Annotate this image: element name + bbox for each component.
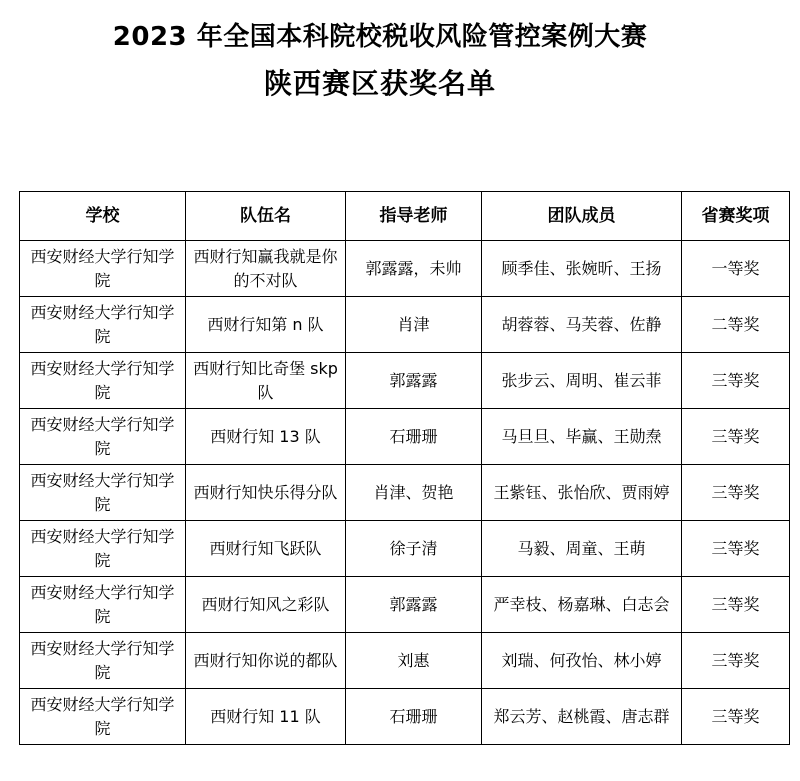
cell-award: 三等奖 bbox=[682, 409, 790, 465]
cell-members: 马毅、周童、王萌 bbox=[482, 521, 682, 577]
cell-team-name: 西财行知你说的都队 bbox=[186, 633, 346, 689]
cell-team-name: 西财行知比奇堡 skp 队 bbox=[186, 353, 346, 409]
page-subtitle: 陕西赛区获奖名单 bbox=[263, 67, 496, 100]
table-row bbox=[20, 577, 790, 633]
cell-members: 严幸枝、杨嘉琳、白志会 bbox=[482, 577, 682, 633]
cell-team-name: 西财行知飞跃队 bbox=[186, 521, 346, 577]
cell-school: 西安财经大学行知学院 bbox=[20, 577, 186, 633]
table-header-row bbox=[20, 192, 790, 241]
cell-advisor: 郭露露 bbox=[346, 577, 482, 633]
cell-award: 三等奖 bbox=[682, 689, 790, 745]
page-title: 2023 年全国本科院校税收风险管控案例大赛 bbox=[112, 22, 648, 52]
cell-award: 三等奖 bbox=[682, 521, 790, 577]
cell-school: 西安财经大学行知学院 bbox=[20, 521, 186, 577]
cell-members: 王紫钰、张怡欣、贾雨婷 bbox=[482, 465, 682, 521]
cell-team-name: 西财行知第 n 队 bbox=[186, 297, 346, 353]
cell-members: 郑云芳、赵桃霞、唐志群 bbox=[482, 689, 682, 745]
cell-advisor: 石珊珊 bbox=[346, 689, 482, 745]
cell-award: 三等奖 bbox=[682, 465, 790, 521]
header-school: 学校 bbox=[20, 192, 186, 241]
cell-school: 西安财经大学行知学院 bbox=[20, 241, 186, 297]
table-row bbox=[20, 465, 790, 521]
cell-advisor: 肖津、贺艳 bbox=[346, 465, 482, 521]
header-award: 省赛奖项 bbox=[682, 192, 790, 241]
cell-team-name: 西财行知快乐得分队 bbox=[186, 465, 346, 521]
cell-team-name: 西财行知风之彩队 bbox=[186, 577, 346, 633]
cell-school: 西安财经大学行知学院 bbox=[20, 353, 186, 409]
cell-advisor: 石珊珊 bbox=[346, 409, 482, 465]
cell-advisor: 郭露露，未帅 bbox=[346, 241, 482, 297]
cell-school: 西安财经大学行知学院 bbox=[20, 409, 186, 465]
header-team-name: 队伍名 bbox=[186, 192, 346, 241]
table-row bbox=[20, 521, 790, 577]
cell-team-name: 西财行知 11 队 bbox=[186, 689, 346, 745]
cell-advisor: 刘惠 bbox=[346, 633, 482, 689]
awards-table bbox=[19, 191, 790, 745]
cell-team-name: 西财行知 13 队 bbox=[186, 409, 346, 465]
cell-award: 二等奖 bbox=[682, 297, 790, 353]
table-row bbox=[20, 297, 790, 353]
table-row bbox=[20, 409, 790, 465]
cell-members: 马旦旦、毕赢、王勋焘 bbox=[482, 409, 682, 465]
cell-members: 顾季佳、张婉昕、王扬 bbox=[482, 241, 682, 297]
cell-school: 西安财经大学行知学院 bbox=[20, 297, 186, 353]
cell-award: 三等奖 bbox=[682, 353, 790, 409]
table-row bbox=[20, 689, 790, 745]
cell-school: 西安财经大学行知学院 bbox=[20, 689, 186, 745]
cell-members: 胡蓉蓉、马芙蓉、佐静 bbox=[482, 297, 682, 353]
header-members: 团队成员 bbox=[482, 192, 682, 241]
cell-members: 刘瑞、何孜怡、林小婷 bbox=[482, 633, 682, 689]
cell-advisor: 徐子清 bbox=[346, 521, 482, 577]
cell-advisor: 肖津 bbox=[346, 297, 482, 353]
cell-school: 西安财经大学行知学院 bbox=[20, 465, 186, 521]
cell-school: 西安财经大学行知学院 bbox=[20, 633, 186, 689]
cell-advisor: 郭露露 bbox=[346, 353, 482, 409]
cell-members: 张步云、周明、崔云菲 bbox=[482, 353, 682, 409]
cell-team-name: 西财行知赢我就是你的不对队 bbox=[186, 241, 346, 297]
header-advisor: 指导老师 bbox=[346, 192, 482, 241]
cell-award: 三等奖 bbox=[682, 633, 790, 689]
cell-award: 一等奖 bbox=[682, 241, 790, 297]
table-row bbox=[20, 241, 790, 297]
cell-award: 三等奖 bbox=[682, 577, 790, 633]
table-row bbox=[20, 353, 790, 409]
table-row bbox=[20, 633, 790, 689]
